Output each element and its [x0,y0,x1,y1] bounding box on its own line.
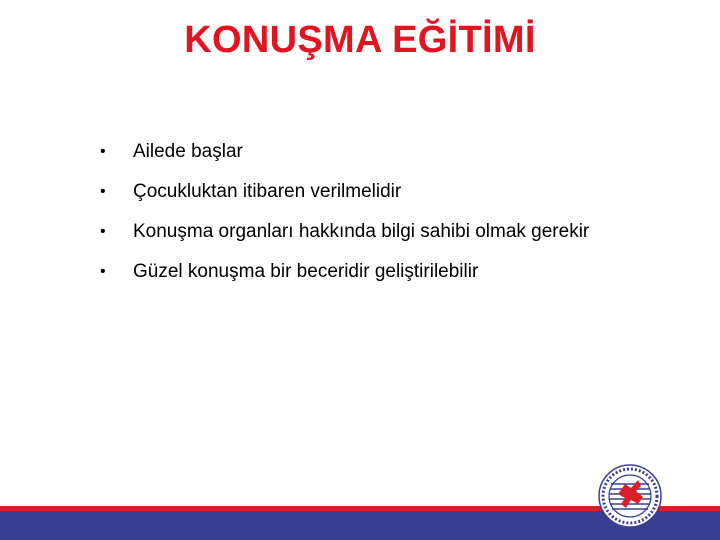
bullet-text: Güzel konuşma bir beceridir geliştirilebilir [133,261,479,282]
bullet-marker: • [100,183,106,200]
bullet-marker: • [100,143,106,160]
bullet-text: Ailede başlar [133,141,243,162]
bullet-text: Konuşma organları hakkında bilgi sahibi olmak gerekir [133,221,590,242]
bullet-text: Çocukluktan itibaren verilmelidir [133,181,402,202]
bullet-marker: • [100,263,106,280]
university-emblem-icon [598,464,662,528]
bullet-marker: • [100,223,106,240]
slide-title: KONUŞMA EĞİTİMİ [184,19,536,61]
